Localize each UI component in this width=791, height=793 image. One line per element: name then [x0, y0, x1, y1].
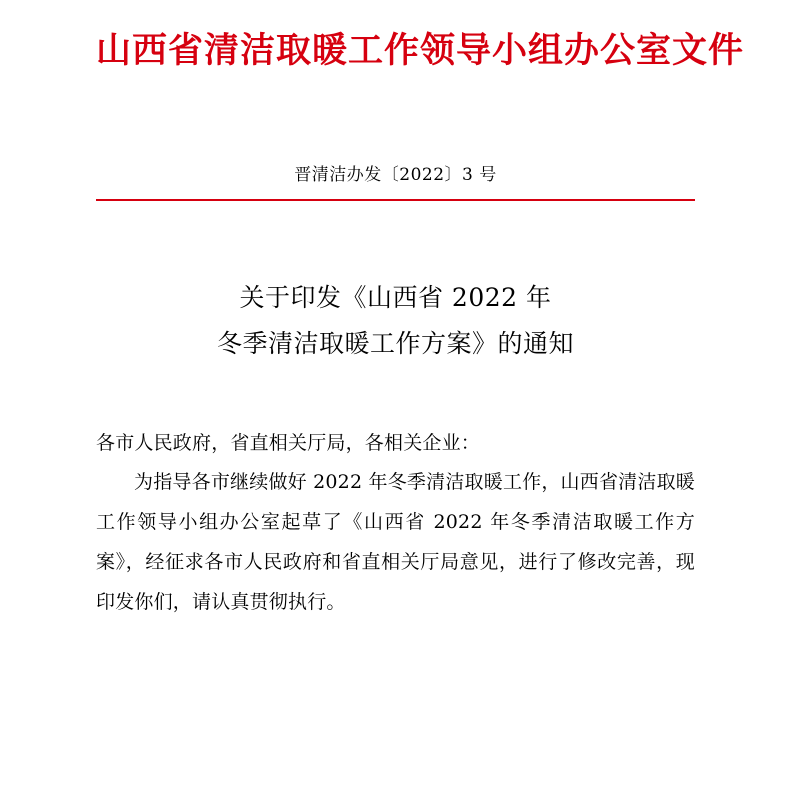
document-body	[96, 424, 695, 623]
body-paragraph-1: 为指导各市继续做好 2022 年冬季清洁取暖工作，山西省清洁取暖工作领导小组办公室起草了《山西省 2022 年冬季清洁取暖工作方案》，经征求各市人民政府和省直相关厅局意见，进行了修改完善，现印发你们，请认真贯彻执行。	[96, 471, 695, 614]
document-title-line-1: 关于印发《山西省 2022 年	[239, 283, 552, 312]
red-divider-rule	[96, 199, 695, 201]
salutation-line: 各市人民政府，省直相关厅局，各相关企业：	[96, 431, 481, 454]
document-page	[0, 30, 791, 793]
document-title	[96, 275, 695, 368]
document-number: 晋清洁办发〔2022〕3 号	[294, 165, 497, 185]
document-header-title: 山西省清洁取暖工作领导小组办公室文件	[96, 30, 745, 71]
document-title-line-2: 冬季清洁取暖工作方案》的通知	[216, 329, 574, 359]
